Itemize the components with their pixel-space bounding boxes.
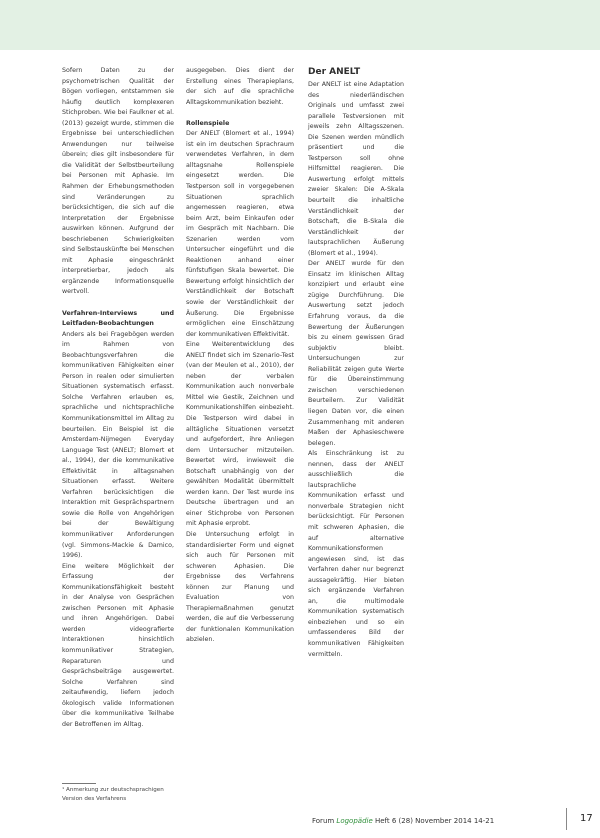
text-column-1 [62, 66, 174, 730]
section-heading: Rollenspiele [186, 119, 230, 127]
page-footer [312, 816, 495, 826]
text-column-3 [308, 66, 404, 660]
paragraph: ausgegeben. Dies dient der Erstellung eines Therapieplans, der sich auf die sprachliche Alltagskommunikation bezieht. [186, 67, 294, 106]
paragraph: Der ANELT ist eine Adaptation des niederländischen Originals und umfasst zwei parallele Testversionen mit jeweils zehn Alltagsszenen. Die Szenen werden mündlich präsentiert und die Testperson soll ohne Hilfsmittel reagieren. Die Auswertung erfolgt mittels zweier Skalen: Die A-Skala beurteilt die inhaltliche Verständlichkeit der Botschaft, die B-Skala die Verständlichkeit der lautsprachlichen Äußerung (Blomert et al., 1994). [308, 81, 404, 257]
journal-name-accent: Logopädie [336, 817, 373, 825]
paragraph: Eine weitere Möglichkeit der Erfassung der Kommunikationsfähigkeit besteht in der Analyse von Gesprächen zwischen Personen mit Aphasie und ihren Angehörigen. Dabei werden videografierte Interaktionen hinsichtlich kommunikativer Strategien, Reparaturen und Gesprächsbeiträge ausgewertet. Solche Verfahren sind zeitaufwendig, liefern jedoch ökologisch valide Informationen über die kommunikative Teilhabe der Betroffenen im Alltag. [62, 562, 174, 728]
journal-name: Forum [312, 817, 337, 825]
paragraph: Die Untersuchung erfolgt in standardisierter Form und eignet sich auch für Personen mit schweren Aphasien. Die Ergebnisse des Verfahrens können zur Planung und Evaluation von Therapiemaßnahmen genutzt werden, die auf die Verbesserung der funktionalen Kommunikation abzielen. [186, 531, 294, 644]
footer-divider [566, 808, 567, 830]
footnote: ¹ Anmerkung zur deutschsprachigen Version des Verfahrens [62, 787, 164, 802]
header-band [0, 0, 600, 50]
paragraph: Eine Weiterentwicklung des ANELT findet sich im Szenario-Test (van der Meulen et al., 2010), der neben der verbalen Kommunikation auch nonverbale Mittel wie Gestik, Zeichnen und Kommunikationshilfen einbezieht. Die Testperson wird dabei in alltägliche Situationen versetzt und aufgefordert, ihre Anliegen dem Untersucher mitzuteilen. Bewertet wird, inwieweit die Botschaft unabhängig von der gewählten Modalität übermittelt werden kann. Der Test wurde ins Deutsche übertragen und an einer Stichprobe von Personen mit Aphasie erprobt. [186, 341, 294, 528]
paragraph: Der ANELT wurde für den Einsatz im klinischen Alltag konzipiert und erlaubt eine zügige Durchführung. Die Auswertung setzt jedoch Erfahrung voraus, da die Bewertung der Äußerungen bis zu einem gewissen Grad subjektiv bleibt. Untersuchungen zur Reliabilität zeigen gute Werte für die Übereinstimmung zwischen verschiedenen Beurteilern. Zur Validität liegen Daten vor, die einen Zusammenhang mit anderen Maßen der Aphasieschwere belegen. [308, 260, 404, 447]
paragraph: Der ANELT (Blomert et al., 1994) ist ein im deutschen Sprachraum verwendetes Verfahren, in dem alltagsnahe Rollenspiele eingesetzt werden. Die Testperson soll in vorgegebenen Situationen sprachlich angemessen reagieren, etwa beim Arzt, beim Einkaufen oder im Gespräch mit Nachbarn. Die Szenarien werden vom Untersucher eingeführt und die Reaktionen anhand einer fünfstufigen Skala bewertet. Die Bewertung erfolgt hinsichtlich der Verständlichkeit der Botschaft sowie der Verständlichkeit der Äußerung. Die Ergebnisse ermöglichen eine Einschätzung der kommunikativen Effektivität. [186, 130, 294, 338]
text-column-2 [186, 66, 294, 646]
issue-info: Heft 6 (28) November 2014 14-21 [372, 817, 495, 825]
page-number: 17 [580, 813, 593, 824]
section-heading: Verfahren-Interviews und Leitfaden-Beobachtungen [62, 309, 174, 328]
section-title: Der ANELT [308, 67, 361, 77]
paragraph: Sofern Daten zu der psychometrischen Qualität der Bögen vorliegen, entstammen sie häufig deutlich komplexeren Stichproben. Wie bei Faulkner et al. (2013) gezeigt wurde, stimmen die Ergebnisse bei unterschiedlichen Anwendungen nur teilweise überein; dies gilt insbesondere für die Validität der Selbstbeurteilung bei Personen mit Aphasie. Im Rahmen der Erhebungsmethoden sind Veränderungen zu berücksichtigen, die sich auf die Interpretation der Ergebnisse auswirken können. Aufgrund der beschriebenen Schwierigkeiten sind Selbstauskünfte bei Menschen mit Aphasie eingeschränkt interpretierbar, jedoch als ergänzende Informationsquelle wertvoll. [62, 67, 174, 296]
footnote-divider [62, 783, 96, 784]
paragraph: Als Einschränkung ist zu nennen, dass der ANELT ausschließlich die lautsprachliche Kommunikation erfasst und nonverbale Strategien nicht berücksichtigt. Für Personen mit schweren Aphasien, die auf alternative Kommunikationsformen angewiesen sind, ist das Verfahren daher nur begrenzt aussagekräftig. Hier bieten sich ergänzende Verfahren an, die multimodale Kommunikation systematisch einbeziehen und so ein umfassenderes Bild der kommunikativen Fähigkeiten vermitteln. [308, 450, 404, 658]
paragraph: Anders als bei Fragebögen werden im Rahmen von Beobachtungsverfahren die kommunikativen Fähigkeiten einer Person in realen oder simulierten Situationen systematisch erfasst. Solche Verfahren erlauben es, sprachliche und nichtsprachliche Kommunikationsmittel im Alltag zu beurteilen. Ein Beispiel ist die Amsterdam-Nijmegen Everyday Language Test (ANELT; Blomert et al., 1994), der die kommunikative Effektivität in alltagsnahen Situationen erfasst. Weitere Verfahren berücksichtigen die Interaktion mit Gesprächspartnern sowie die Rolle von Angehörigen bei der Bewältigung kommunikativer Anforderungen (vgl. Simmons-Mackie & Damico, 1996). [62, 330, 174, 560]
